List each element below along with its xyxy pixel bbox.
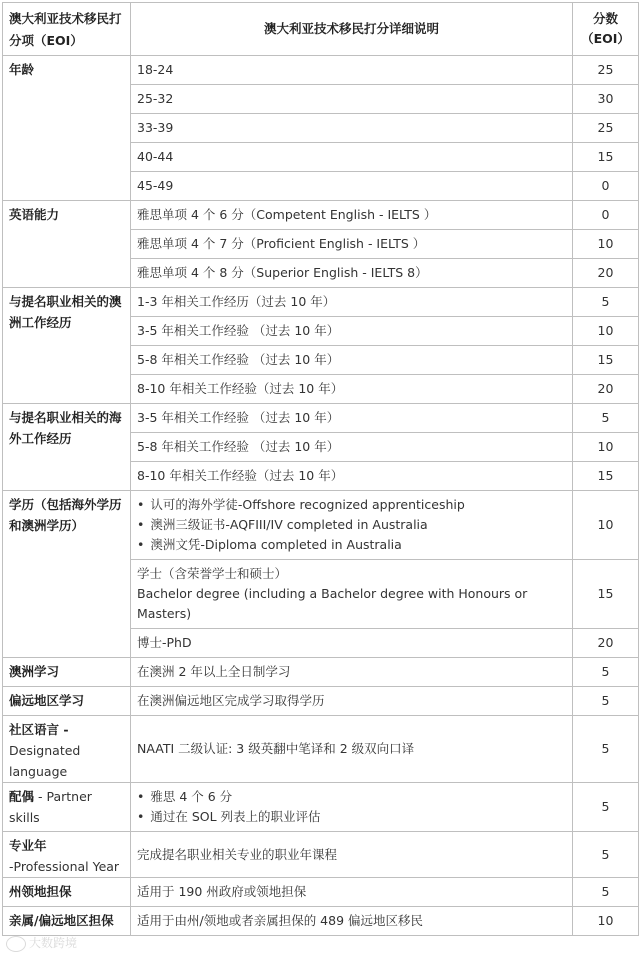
description-cell xyxy=(131,783,573,832)
description-cell: 在澳洲 2 年以上全日制学习 xyxy=(131,658,573,687)
watermark-logo-icon xyxy=(6,936,26,952)
category-cell xyxy=(3,491,131,658)
score-cell: 10 xyxy=(573,317,639,346)
score-cell: 15 xyxy=(573,143,639,172)
description-cell: 完成提名职业相关专业的职业年课程 xyxy=(131,832,573,878)
description-cell: 45-49 xyxy=(131,172,573,201)
category-cell xyxy=(3,56,131,201)
category-cell xyxy=(3,201,131,288)
table-header-row xyxy=(3,3,639,56)
table-row xyxy=(3,783,639,832)
category-cell xyxy=(3,687,131,716)
category-label: 州领地担保 xyxy=(9,884,72,899)
score-cell: 5 xyxy=(573,687,639,716)
description-cell: 25-32 xyxy=(131,85,573,114)
description-cell: 雅思单项 4 个 8 分（Superior English - IELTS 8） xyxy=(131,259,573,288)
description-cell: 5-8 年相关工作经验 （过去 10 年） xyxy=(131,433,573,462)
bullet-item: • 雅思 4 个 6 分 xyxy=(137,787,566,807)
category-label: 配偶 xyxy=(9,789,35,804)
description-cell: 3-5 年相关工作经验 （过去 10 年） xyxy=(131,404,573,433)
table-row xyxy=(3,832,639,878)
description-cell: 40-44 xyxy=(131,143,573,172)
score-cell: 5 xyxy=(573,783,639,832)
table-row xyxy=(3,491,639,560)
score-cell: 10 xyxy=(573,491,639,560)
category-cell xyxy=(3,832,131,878)
bullet-list xyxy=(137,495,566,555)
table-row xyxy=(3,687,639,716)
table-row xyxy=(3,288,639,317)
header-category: 澳大利亚技术移民打分项（EOI） xyxy=(3,3,131,56)
table-row xyxy=(3,878,639,907)
description-cell xyxy=(131,491,573,560)
table-row xyxy=(3,404,639,433)
bullet-list xyxy=(137,787,566,827)
eoi-points-table xyxy=(2,2,639,936)
category-label: 年龄 xyxy=(9,62,35,77)
score-cell: 15 xyxy=(573,346,639,375)
table-body xyxy=(3,56,639,936)
category-label: 偏远地区学习 xyxy=(9,693,85,708)
bullet-item: • 通过在 SOL 列表上的职业评估 xyxy=(137,807,566,827)
description-cell xyxy=(131,560,573,629)
category-cell xyxy=(3,658,131,687)
score-cell: 10 xyxy=(573,230,639,259)
category-cell xyxy=(3,716,131,783)
category-label: 与提名职业相关的海外工作经历 xyxy=(9,410,122,446)
description-cell: 在澳洲偏远地区完成学习取得学历 xyxy=(131,687,573,716)
description-cell: 8-10 年相关工作经验（过去 10 年） xyxy=(131,375,573,404)
description-cell: 33-39 xyxy=(131,114,573,143)
score-cell: 30 xyxy=(573,85,639,114)
category-label: 澳洲学习 xyxy=(9,664,60,679)
category-cell xyxy=(3,404,131,491)
description-cell: 雅思单项 4 个 7 分（Proficient English - IELTS ） xyxy=(131,230,573,259)
score-cell: 25 xyxy=(573,114,639,143)
table-row xyxy=(3,56,639,85)
category-label: 英语能力 xyxy=(9,207,60,222)
description-cell: NAATI 二级认证: 3 级英翻中笔译和 2 级双向口译 xyxy=(131,716,573,783)
table-row xyxy=(3,907,639,936)
category-cell xyxy=(3,907,131,936)
score-cell: 5 xyxy=(573,404,639,433)
category-cell xyxy=(3,288,131,404)
score-cell: 25 xyxy=(573,56,639,85)
category-label: 与提名职业相关的澳洲工作经历 xyxy=(9,294,122,330)
watermark-text: 大数跨境 xyxy=(29,936,78,950)
score-cell: 5 xyxy=(573,716,639,783)
description-cell: 博士-PhD xyxy=(131,629,573,658)
score-cell: 10 xyxy=(573,433,639,462)
description-cell: 适用于由州/领地或者亲属担保的 489 偏远地区移民 xyxy=(131,907,573,936)
table-row xyxy=(3,716,639,783)
score-cell: 0 xyxy=(573,201,639,230)
score-cell: 20 xyxy=(573,375,639,404)
description-cell: 8-10 年相关工作经验（过去 10 年） xyxy=(131,462,573,491)
category-sublabel: Designated language xyxy=(9,743,81,779)
score-cell: 15 xyxy=(573,560,639,629)
score-cell: 15 xyxy=(573,462,639,491)
description-cell: 雅思单项 4 个 6 分（Competent English - IELTS ） xyxy=(131,201,573,230)
description-cell: 1-3 年相关工作经历（过去 10 年） xyxy=(131,288,573,317)
description-line: Bachelor degree (including a Bachelor degree with Honours or Masters) xyxy=(137,586,528,621)
category-cell xyxy=(3,783,131,832)
header-score: 分数（EOI） xyxy=(573,3,639,56)
description-cell: 3-5 年相关工作经验 （过去 10 年） xyxy=(131,317,573,346)
watermark xyxy=(6,934,77,952)
bullet-item: • 澳洲三级证书-AQFIII/IV completed in Australia xyxy=(137,515,566,535)
score-cell: 0 xyxy=(573,172,639,201)
score-cell: 5 xyxy=(573,658,639,687)
description-cell: 适用于 190 州政府或领地担保 xyxy=(131,878,573,907)
score-cell: 20 xyxy=(573,259,639,288)
score-cell: 5 xyxy=(573,832,639,878)
category-sublabel: -Professional Year xyxy=(9,859,120,874)
category-sublabel: - Partner skills xyxy=(9,789,92,825)
category-cell xyxy=(3,878,131,907)
description-cell: 18-24 xyxy=(131,56,573,85)
table-row xyxy=(3,201,639,230)
score-cell: 10 xyxy=(573,907,639,936)
bullet-item: • 认可的海外学徒-Offshore recognized apprenticeship xyxy=(137,495,566,515)
category-label: 社区语言 - xyxy=(9,722,69,737)
category-label: 专业年 xyxy=(9,838,47,853)
score-cell: 5 xyxy=(573,878,639,907)
score-cell: 5 xyxy=(573,288,639,317)
table-row xyxy=(3,658,639,687)
header-description: 澳大利亚技术移民打分详细说明 xyxy=(131,3,573,56)
description-line: 学士（含荣誉学士和硕士） xyxy=(137,566,288,581)
bullet-item: • 澳洲文凭-Diploma completed in Australia xyxy=(137,535,566,555)
score-cell: 20 xyxy=(573,629,639,658)
description-cell: 5-8 年相关工作经验 （过去 10 年） xyxy=(131,346,573,375)
category-label: 亲属/偏远地区担保 xyxy=(9,913,114,928)
category-label: 学历（包括海外学历和澳洲学历） xyxy=(9,497,122,533)
